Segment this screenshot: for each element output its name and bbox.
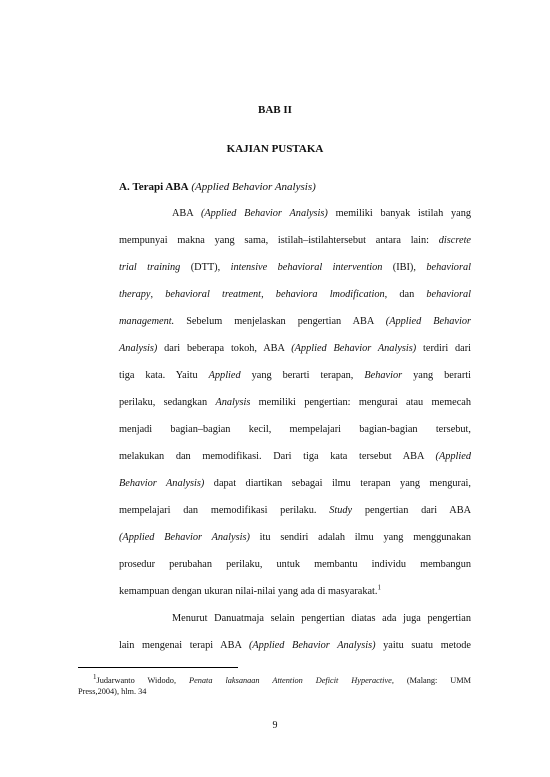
italic-text: (Applied Behavior Analysis) (291, 343, 417, 354)
text-run: , (261, 289, 276, 300)
section-heading (119, 181, 316, 193)
text-run: (DTT), (180, 262, 231, 273)
italic-text: (Applied Behavior Analysis) (200, 208, 328, 219)
text-run: dari beberapa tokoh, ABA (157, 343, 292, 354)
section-title: Terapi ABA (132, 181, 189, 193)
text-run: memiliki pengertian: mengurai atau memecah (250, 397, 471, 408)
italic-text: behaviora lmodification (275, 289, 385, 300)
page-number: 9 (272, 720, 278, 731)
text-run: terdiri dari (416, 343, 472, 354)
text-run: lain mengenai terapi ABA (119, 640, 249, 651)
text-run: prosedur perubahan perilaku, untuk membantu individu membangun (119, 559, 471, 570)
footnote-separator (78, 667, 238, 668)
italic-text: (Applied Behavior Analysis) (119, 532, 250, 543)
text-run: (IBI), (382, 262, 427, 273)
paragraph-1-line-8 (119, 397, 471, 409)
italic-text: (Applied Behavior (385, 316, 471, 327)
chapter-title: KAJIAN PUSTAKA (226, 143, 324, 155)
text-run: mempelajari dan memodifikasi perilaku. (119, 505, 330, 516)
italic-text: trial training (119, 262, 181, 273)
italic-text: behavioral treatment (165, 289, 262, 300)
text-run: pengertian dari ABA (352, 505, 472, 516)
paragraph-2-line-1 (172, 613, 471, 625)
paragraph-1-line-13 (119, 532, 471, 544)
paragraph-1-line-5 (119, 316, 471, 328)
section-number: A. (119, 181, 130, 193)
paragraph-1-line-14 (119, 559, 471, 571)
text-run: yang berarti (402, 370, 471, 381)
text-run: dapat diartikan sebagai ilmu terapan yang mengurai, (204, 478, 471, 489)
text-run: Menurut Danuatmaja selain pengertian diatas ada juga pengertian (172, 613, 471, 624)
text-run: (Malang: UMM (393, 676, 472, 685)
text-run: menjadi bagian–bagian kecil, mempelajari bagian-bagian tersebut, (119, 424, 471, 435)
italic-text: Behavior (364, 370, 403, 381)
footnote-line-2 (78, 686, 471, 697)
italic-text: Applied (208, 370, 241, 381)
text-run: , (150, 289, 166, 300)
italic-text: (Applied Behavior Analysis) (248, 640, 376, 651)
footnote-line-1 (93, 675, 471, 686)
paragraph-1-line-9 (119, 424, 471, 436)
text-run: ABA (172, 208, 201, 219)
italic-text: discrete (438, 235, 471, 246)
italic-text: Analysis (215, 397, 251, 408)
text-run: Judarwanto Widodo, (96, 676, 189, 685)
paragraph-1-line-1 (172, 208, 471, 220)
italic-text: Penata laksanaan Attention Deficit Hyperactive, (189, 676, 394, 685)
text-run: melakukan dan memodifikasi. Dari tiga kata tersebut ABA (119, 451, 436, 462)
paragraph-1-line-11 (119, 478, 471, 490)
chapter-label: BAB II (258, 104, 292, 116)
italic-text: intensive behavioral intervention (230, 262, 383, 273)
italic-text: Behavior Analysis) (119, 478, 205, 489)
text-run: Press,2004), hlm. 34 (78, 687, 147, 696)
paragraph-1-line-6 (119, 343, 471, 355)
text-run: Sebelum menjelaskan pengertian ABA (174, 316, 386, 327)
italic-text: therapy (119, 289, 151, 300)
footnote-marker: 1 (93, 673, 97, 682)
paragraph-1-line-12 (119, 505, 471, 517)
italic-text: Study (329, 505, 353, 516)
text-run: mempunyai makna yang sama, istilah–istilahtersebut antara lain: (119, 235, 439, 246)
footnote-marker: 1 (377, 583, 381, 592)
text-run: itu sendiri adalah ilmu yang menggunakan (249, 532, 471, 543)
italic-text: (Applied (435, 451, 471, 462)
text-run: perilaku, sedangkan (119, 397, 216, 408)
paragraph-1-line-10 (119, 451, 471, 463)
paragraph-1-line-2 (119, 235, 471, 247)
italic-text: behavioral (426, 262, 471, 273)
italic-text: management. (119, 316, 175, 327)
paragraph-1-line-7 (119, 370, 471, 382)
paragraph-1-line-15 (119, 583, 471, 598)
italic-text: behavioral (426, 289, 471, 300)
italic-text: Analysis) (119, 343, 158, 354)
paragraph-2-line-2 (119, 640, 471, 652)
text-run: yaitu suatu metode (375, 640, 471, 651)
text-run: memiliki banyak istilah yang (327, 208, 472, 219)
section-title-italic: (Applied Behavior Analysis) (191, 181, 316, 193)
text-run: yang berarti terapan, (240, 370, 365, 381)
text-run: kemampuan dengan ukuran nilai-nilai yang ada di masyarakat. (119, 586, 378, 597)
paragraph-1-line-4 (119, 289, 471, 301)
paragraph-1-line-3 (119, 262, 471, 274)
text-run: tiga kata. Yaitu (119, 370, 209, 381)
text-run: , dan (384, 289, 427, 300)
